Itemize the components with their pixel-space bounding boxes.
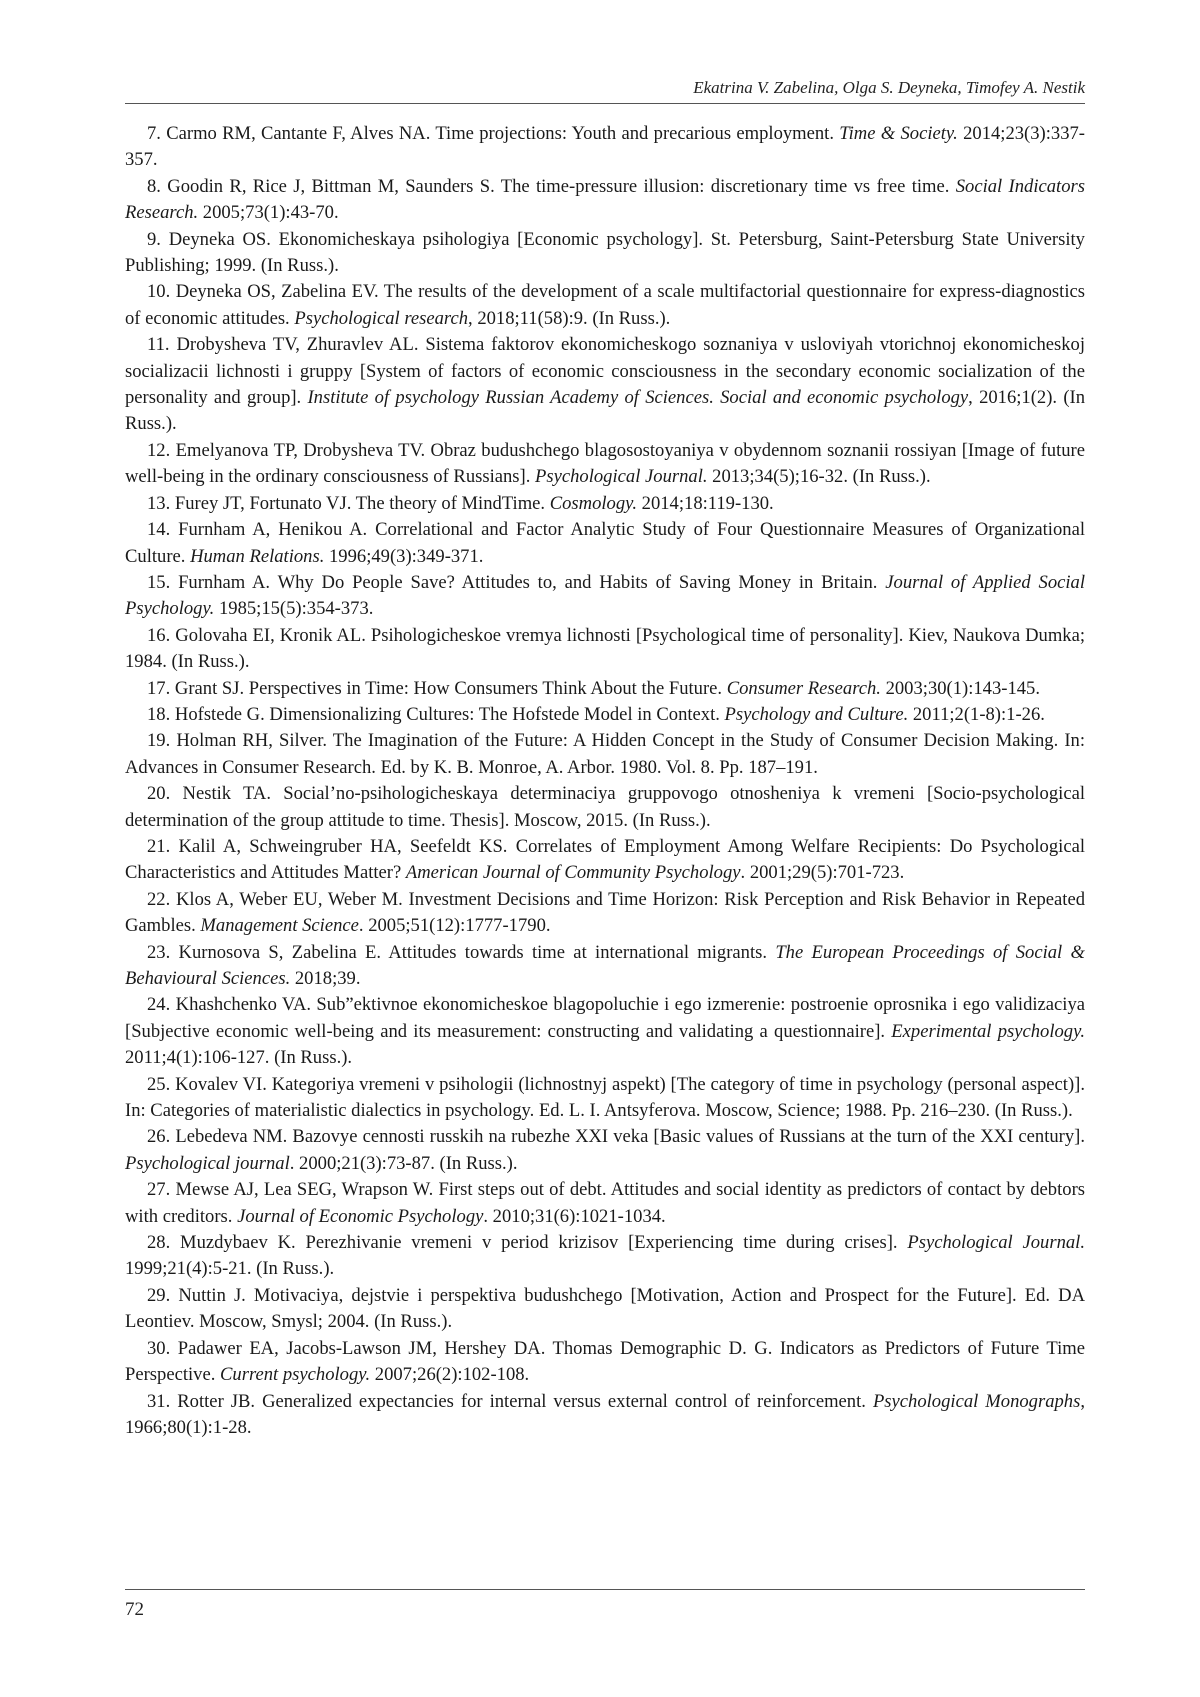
reference-item bbox=[125, 332, 1085, 438]
reference-text: Klos A, Weber EU, Weber M. Investment Decisions and Time Horizon: Risk Perception and Risk Behavior in Repeated Gambles. bbox=[125, 888, 1085, 937]
reference-item bbox=[125, 1124, 1085, 1177]
reference-journal: Institute of psychology Russian Academy of Sciences. Social and economic psychology bbox=[307, 387, 969, 409]
reference-number: 23. bbox=[147, 941, 171, 963]
reference-journal: Social Indicators Research. bbox=[125, 175, 1085, 224]
reference-text: Golovaha EI, Kronik AL. Psihologicheskoe vremya lichnosti [Psychological time of personality]. Kiev, Naukova Dumka; 1984. (In Russ.). bbox=[125, 624, 1085, 673]
reference-item bbox=[125, 491, 1085, 517]
reference-item bbox=[125, 121, 1085, 174]
reference-number: 31. bbox=[147, 1390, 171, 1412]
reference-details: , 2018;11(58):9. (In Russ.). bbox=[468, 307, 671, 329]
reference-journal: Journal of Economic Psychology bbox=[237, 1205, 484, 1227]
reference-number: 20. bbox=[147, 783, 171, 805]
reference-details: . 2010;31(6):1021-1034. bbox=[483, 1205, 666, 1227]
reference-text: Nestik TA. Social’no-psihologicheskaya determinaciya gruppovogo otnosheniya k vremeni [Socio-psychological determination of the group attitude to time. Thesis]. Moscow, 2015. (In Russ.). bbox=[125, 783, 1085, 831]
reference-item bbox=[125, 781, 1085, 834]
reference-item bbox=[125, 1283, 1085, 1336]
reference-number: 27. bbox=[147, 1179, 171, 1201]
reference-journal: Current psychology. bbox=[220, 1364, 371, 1386]
reference-item bbox=[125, 1177, 1085, 1230]
reference-number: 8. bbox=[147, 175, 161, 197]
reference-details: , 1966;80(1):1-28. bbox=[125, 1390, 1085, 1438]
reference-item bbox=[125, 517, 1085, 570]
reference-item bbox=[125, 887, 1085, 940]
reference-journal: Experimental psychology. bbox=[891, 1020, 1085, 1042]
reference-text: Furnham A, Henikou A. Correlational and Factor Analytic Study of Four Questionnaire Measures of Organizational Culture. bbox=[125, 519, 1085, 567]
reference-text: Deyneka OS, Zabelina EV. The results of the development of a scale multifactorial questionnaire for express-diagnostics of economic attitudes. bbox=[125, 281, 1085, 329]
reference-item bbox=[125, 1336, 1085, 1389]
reference-text: Nuttin J. Motivaciya, dejstvie i perspektiva budushchego [Motivation, Action and Prospect for the Future]. Ed. DA Leontiev. Moscow, Smysl; 2004. (In Russ.). bbox=[125, 1284, 1085, 1333]
reference-journal: The European Proceedings of Social & Behavioural Sciences. bbox=[125, 941, 1085, 989]
reference-details: 1999;21(4):5-21. (In Russ.). bbox=[125, 1258, 335, 1280]
reference-journal: Journal of Applied Social Psychology. bbox=[125, 571, 1085, 620]
reference-number: 19. bbox=[147, 730, 171, 752]
reference-details: 2005;73(1):43-70. bbox=[198, 202, 339, 224]
reference-text: Kalil A, Schweingruber HA, Seefeldt KS. Correlates of Employment Among Welfare Recipients: Do Psychological Characteristics and Attitudes Matter? bbox=[125, 835, 1085, 884]
reference-text: Grant SJ. Perspectives in Time: How Consumers Think About the Future. bbox=[174, 677, 727, 699]
reference-item bbox=[125, 1230, 1085, 1283]
reference-details: 2011;2(1-8):1-26. bbox=[908, 703, 1045, 725]
reference-details: 2014;23(3):337-357. bbox=[125, 123, 1085, 171]
reference-number: 14. bbox=[147, 519, 171, 541]
reference-details: . 2000;21(3):73-87. (In Russ.). bbox=[289, 1152, 518, 1174]
reference-journal: Psychological journal bbox=[125, 1152, 290, 1174]
reference-journal: Management Science bbox=[200, 915, 359, 937]
reference-item bbox=[125, 728, 1085, 781]
reference-journal: Psychological research bbox=[294, 307, 469, 329]
reference-item bbox=[125, 227, 1085, 280]
reference-text: Padawer EA, Jacobs-Lawson JM, Hershey DA. Thomas Demographic D. G. Indicators as Predictors of Future Time Perspective. bbox=[125, 1337, 1085, 1386]
reference-text: Drobysheva TV, Zhuravlev AL. Sistema faktorov ekonomicheskogo soznaniya v usloviyah vtorichnoj ekonomicheskoj socializacii lichnosti i gruppy [System of factors of economic consciousness in the secondary economic socialization of the personality and group]. bbox=[125, 334, 1085, 409]
reference-text: Furnham A. Why Do People Save? Attitudes to, and Habits of Saving Money in Britain. bbox=[178, 571, 886, 593]
reference-number: 9. bbox=[147, 228, 161, 250]
reference-text: Carmo RM, Cantante F, Alves NA. Time projections: Youth and precarious employment. bbox=[166, 123, 840, 144]
reference-journal: Psychological Journal. bbox=[535, 466, 708, 488]
reference-text: Rotter JB. Generalized expectancies for internal versus external control of reinforcement. bbox=[177, 1390, 873, 1412]
reference-text: Mewse AJ, Lea SEG, Wrapson W. First steps out of debt. Attitudes and social identity as predictors of contact by debtors with creditors. bbox=[125, 1179, 1085, 1227]
reference-item bbox=[125, 1389, 1085, 1442]
reference-text: Khashchenko VA. Sub”ektivnoe ekonomicheskoe blagopoluchie i ego izmerenie: postroenie oprosnika i ego validizaciya [Subjective economic well-being and its measurement: constructing and validating a questionnaire]. bbox=[125, 994, 1085, 1042]
reference-journal: Human Relations. bbox=[190, 545, 325, 567]
reference-text: Furey JT, Fortunato VJ. The theory of MindTime. bbox=[174, 492, 550, 514]
reference-item bbox=[125, 834, 1085, 887]
reference-details: , 2016;1(2). (In Russ.). bbox=[125, 387, 1085, 435]
reference-number: 13. bbox=[147, 492, 171, 514]
reference-details: 2013;34(5);16-32. (In Russ.). bbox=[707, 466, 931, 488]
reference-details: 1996;49(3):349-371. bbox=[324, 545, 484, 567]
reference-number: 7. bbox=[147, 123, 161, 144]
reference-item bbox=[125, 1072, 1085, 1125]
reference-number: 16. bbox=[147, 624, 171, 646]
reference-item bbox=[125, 570, 1085, 623]
reference-details: . 2005;51(12):1777-1790. bbox=[358, 915, 551, 937]
reference-details: 2018;39. bbox=[290, 968, 361, 989]
reference-details: 2011;4(1):106-127. (In Russ.). bbox=[125, 1047, 353, 1069]
reference-text: Hofstede G. Dimensionalizing Cultures: The Hofstede Model in Context. bbox=[174, 703, 725, 725]
reference-details: . 2001;29(5):701-723. bbox=[740, 862, 905, 884]
reference-number: 12. bbox=[147, 439, 171, 461]
reference-number: 25. bbox=[147, 1073, 171, 1095]
reference-item bbox=[125, 702, 1085, 728]
header-divider bbox=[125, 103, 1085, 104]
reference-text: Goodin R, Rice J, Bittman M, Saunders S. The time-pressure illusion: discretionary time vs free time. bbox=[167, 175, 956, 197]
reference-journal: Psychology and Culture. bbox=[724, 703, 909, 725]
footer-divider bbox=[125, 1589, 1085, 1590]
reference-number: 30. bbox=[147, 1337, 171, 1359]
page-number: 72 bbox=[125, 1599, 144, 1620]
running-header-authors: Ekatrina V. Zabelina, Olga S. Deyneka, Timofey A. Nestik bbox=[693, 78, 1085, 97]
reference-text: Kurnosova S, Zabelina E. Attitudes towards time at international migrants. bbox=[178, 941, 776, 963]
reference-details: 1985;15(5):354-373. bbox=[214, 598, 374, 620]
reference-item bbox=[125, 438, 1085, 491]
reference-text: Emelyanova TP, Drobysheva TV. Obraz budushchego blagosostoyaniya v obydennom soznanii rossiyan [Image of future well-being in the ordinary consciousness of Russians]. bbox=[125, 439, 1086, 488]
reference-details: 2007;26(2):102-108. bbox=[370, 1364, 530, 1386]
reference-text: Kovalev VI. Kategoriya vremeni v psihologii (lichnostnyj aspekt) [The category of time in psychology (personal aspect)]. In: Categories of materialistic dialectics in psychology. Ed. L. I. Antsyferova. Moscow, Science; 1988. Pp. 216–230. (In Russ.). bbox=[125, 1073, 1085, 1122]
reference-item bbox=[125, 174, 1085, 227]
reference-journal: Time & Society. bbox=[839, 123, 958, 144]
reference-journal: Consumer Research. bbox=[726, 677, 881, 699]
reference-number: 29. bbox=[147, 1284, 171, 1306]
reference-item bbox=[125, 279, 1085, 332]
reference-number: 17. bbox=[147, 677, 171, 699]
reference-item bbox=[125, 623, 1085, 676]
reference-text: Muzdybaev K. Perezhivanie vremeni v period krizisov [Experiencing time during crises]. bbox=[180, 1232, 908, 1254]
reference-number: 24. bbox=[147, 994, 171, 1016]
reference-number: 26. bbox=[147, 1126, 171, 1148]
reference-journal: Cosmology. bbox=[549, 492, 638, 514]
reference-text: Deyneka OS. Ekonomicheskaya psihologiya [Economic psychology]. St. Petersburg, Saint-Petersburg State University Publishing; 1999. (In Russ.). bbox=[125, 228, 1085, 277]
reference-journal: Psychological Monographs bbox=[872, 1390, 1081, 1412]
reference-details: 2003;30(1):143-145. bbox=[880, 677, 1041, 699]
reference-list bbox=[125, 121, 1085, 1441]
reference-details: 2014;18:119-130. bbox=[637, 492, 774, 514]
reference-journal: American Journal of Community Psychology bbox=[405, 862, 741, 884]
reference-item bbox=[125, 940, 1085, 993]
reference-number: 18. bbox=[147, 703, 171, 725]
reference-number: 28. bbox=[147, 1232, 171, 1254]
reference-number: 10. bbox=[147, 281, 171, 303]
reference-journal: Psychological Journal. bbox=[907, 1232, 1085, 1254]
reference-text: Holman RH, Silver. The Imagination of the Future: A Hidden Concept in the Study of Consumer Decision Making. In: Advances in Consumer Research. Ed. by K. B. Monroe, A. Arbor. 1980. Vol. 8. Pp. 187–191. bbox=[125, 730, 1085, 778]
reference-item bbox=[125, 992, 1085, 1071]
reference-number: 11. bbox=[147, 334, 170, 356]
reference-text: Lebedeva NM. Bazovye cennosti russkih na rubezhe XXI veka [Basic values of Russians at the turn of the XXI century]. bbox=[175, 1126, 1085, 1148]
reference-number: 15. bbox=[147, 571, 171, 593]
reference-number: 21. bbox=[147, 835, 171, 857]
reference-number: 22. bbox=[147, 888, 171, 910]
reference-item bbox=[125, 676, 1085, 702]
